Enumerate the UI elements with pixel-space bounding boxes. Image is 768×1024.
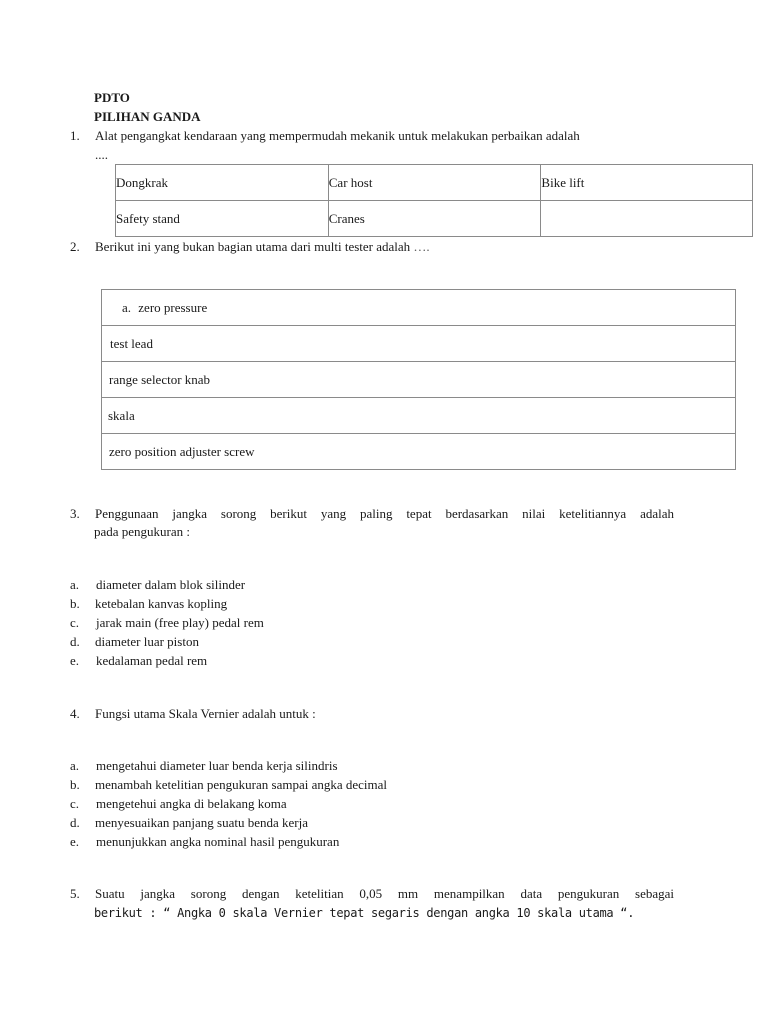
question-4-option-text: mengetahui diameter luar benda kerja silindris	[96, 758, 338, 773]
table-row	[102, 362, 736, 398]
question-1-number: 1.	[70, 128, 80, 143]
question-3-option-letter: b.	[70, 596, 80, 611]
question-3-option-text: diameter luar piston	[95, 634, 199, 649]
question-4-option-text: menambah ketelitian pengukuran sampai angka decimal	[95, 777, 388, 792]
question-5-number: 5.	[70, 886, 80, 901]
question-2-number: 2.	[70, 239, 80, 254]
question-2-options-table	[101, 289, 736, 470]
table-row	[116, 201, 753, 237]
question-4-option-letter: d.	[70, 815, 80, 830]
question-3-number: 3.	[70, 506, 80, 521]
question-5-line-1: Suatu jangka sorong dengan ketelitian 0,05 mm menampilkan data pengukuran sebagai	[95, 886, 674, 901]
table-row	[102, 290, 736, 326]
question-3-option-letter: d.	[70, 634, 80, 649]
question-4-number: 4.	[70, 706, 80, 721]
section-title: PILIHAN GANDA	[94, 109, 201, 124]
question-3-line-1: Penggunaan jangka sorong berikut yang paling tepat berdasarkan nilai ketelitiannya adalah	[95, 506, 674, 521]
question-3-option-text: diameter dalam blok silinder	[96, 577, 246, 592]
option-cell: Dongkrak	[116, 165, 329, 201]
table-row	[102, 434, 736, 470]
option-text: zero pressure	[138, 299, 208, 315]
table-row	[116, 165, 753, 201]
question-4-option-text: menunjukkan angka nominal hasil pengukuran	[96, 834, 340, 849]
option-cell: Safety stand	[116, 201, 329, 237]
question-3-option-letter: e.	[70, 653, 80, 668]
question-3-option-letter: c.	[70, 615, 80, 630]
option-cell: range selector knab	[102, 362, 736, 398]
question-3-line-2: pada pengukuran :	[94, 524, 191, 539]
option-cell: Car host	[328, 165, 541, 201]
question-2-text-wrap	[95, 239, 430, 255]
question-4-option-letter: a.	[70, 758, 80, 773]
option-letter: a.	[122, 299, 132, 315]
question-2-text: Berikut ini yang bukan bagian utama dari multi tester adalah	[95, 239, 411, 254]
question-3-option-text: ketebalan kanvas kopling	[95, 596, 228, 611]
option-cell: zero position adjuster screw	[102, 434, 736, 470]
table-row	[102, 326, 736, 362]
option-cell	[541, 201, 753, 237]
question-4-option-letter: e.	[70, 834, 80, 849]
question-1-dots: ....	[95, 147, 108, 162]
option-cell: test lead	[102, 326, 736, 362]
option-cell: Cranes	[328, 201, 541, 237]
question-3-option-text: kedalaman pedal rem	[96, 653, 208, 668]
option-cell: Bike lift	[541, 165, 753, 201]
question-4-option-text: mengetehui angka di belakang koma	[96, 796, 287, 811]
question-4-option-letter: b.	[70, 777, 80, 792]
question-4-option-text: menyesuaikan panjang suatu benda kerja	[95, 815, 308, 830]
question-4-text: Fungsi utama Skala Vernier adalah untuk :	[95, 706, 316, 721]
question-1-options-table	[115, 164, 753, 237]
question-3-option-text: jarak main (free play) pedal rem	[96, 615, 264, 630]
question-4-option-letter: c.	[70, 796, 80, 811]
question-1-text: Alat pengangkat kendaraan yang mempermudah mekanik untuk melakukan perbaikan adalah	[95, 128, 580, 143]
option-cell: skala	[102, 398, 736, 434]
table-row	[102, 398, 736, 434]
question-2-dots: ….	[413, 239, 430, 254]
question-5-line-2: berikut : “ Angka 0 skala Vernier tepat segaris dengan angka 10 skala utama “.	[94, 906, 635, 920]
question-3-option-letter: a.	[70, 577, 80, 592]
document-code: PDTO	[94, 90, 130, 105]
option-cell	[102, 290, 736, 326]
